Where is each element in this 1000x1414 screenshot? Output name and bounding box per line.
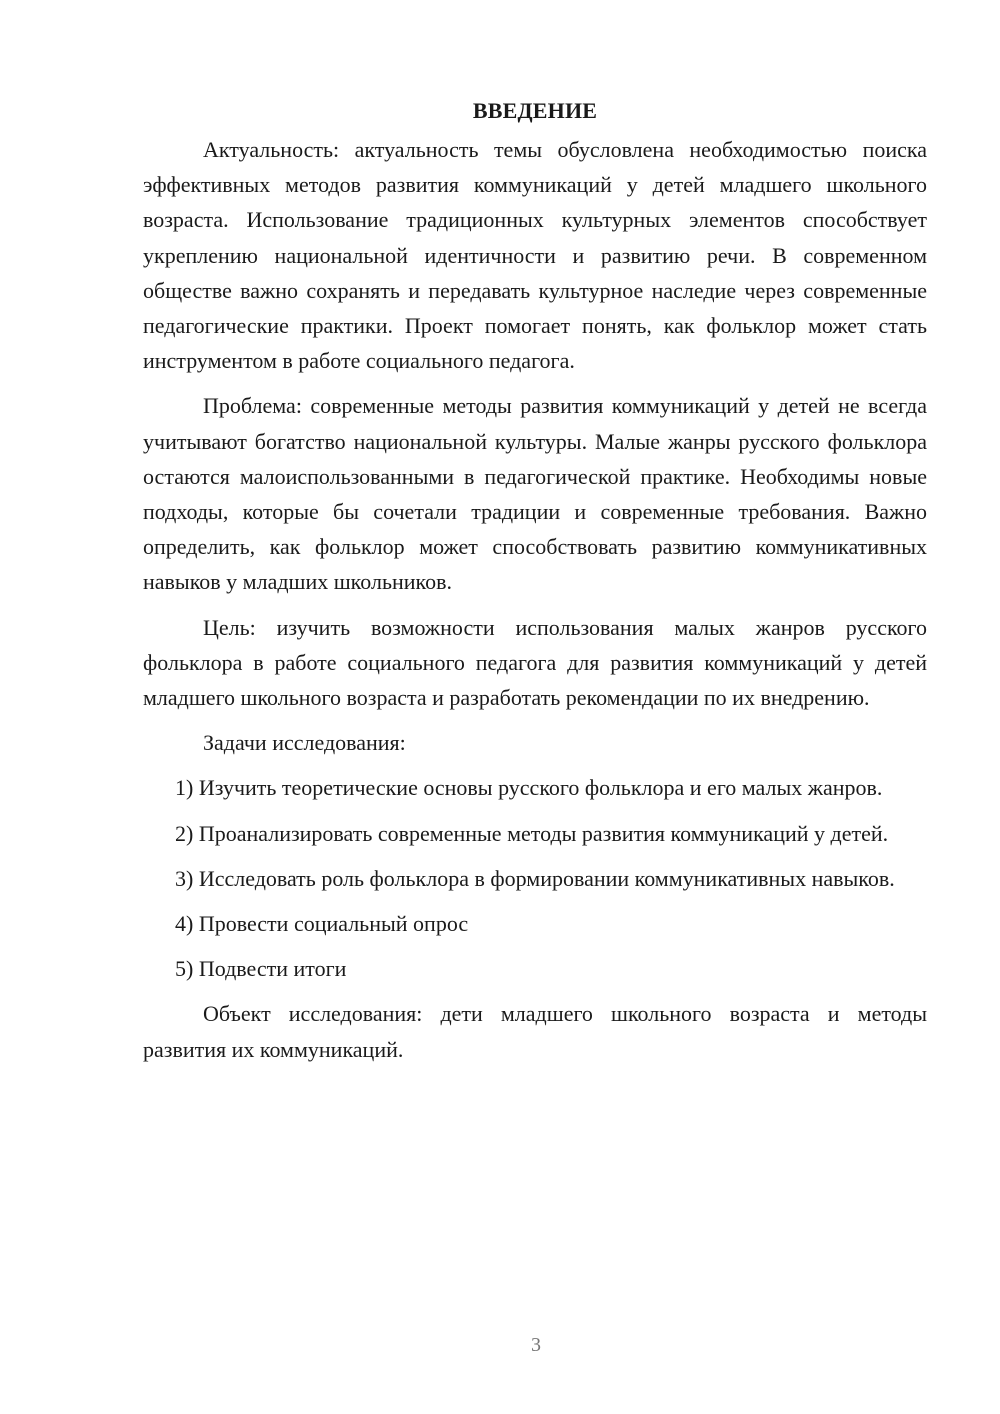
section-heading: ВВЕДЕНИЕ bbox=[472, 98, 598, 123]
document-body bbox=[143, 93, 927, 1077]
task-item-2: 2) Проанализировать современные методы развития коммуникаций у детей. bbox=[175, 820, 889, 846]
problem-paragraph: Проблема: современные методы развития коммуникаций у детей не всегда учитывают богатство национальной культуры. Малые жанры русского фольклора остаются малоиспользованными в педагогической практике. Необходимы новые подходы, которые бы сочетали традиции и современные требования. Важно определить, как фольклор может способствовать развитию коммуникативных навыков у младших школьников. bbox=[143, 393, 927, 595]
relevance-paragraph: Актуальность: актуальность темы обусловлена необходимостью поиска эффективных методов развития коммуникаций у детей младшего школьного возраста. Использование традиционных культурных элементов способствует укреплению национальной идентичности и развитию речи. В современном обществе важно сохранять и передавать культурное наследие через современные педагогические практики. Проект помогает понять, как фольклор может стать инструментом в работе социального педагога. bbox=[143, 137, 927, 374]
task-item-3: 3) Исследовать роль фольклора в формировании коммуникативных навыков. bbox=[175, 865, 895, 891]
task-item-1: 1) Изучить теоретические основы русского фольклора и его малых жанров. bbox=[175, 775, 883, 801]
object-paragraph: Объект исследования: дети младшего школьного возраста и методы развития их коммуникаций. bbox=[143, 1001, 927, 1062]
task-item-5: 5) Подвести итоги bbox=[175, 956, 347, 982]
tasks-heading: Задачи исследования: bbox=[203, 730, 406, 756]
page-number: 3 bbox=[531, 1334, 541, 1356]
task-item-4: 4) Провести социальный опрос bbox=[175, 911, 469, 937]
goal-paragraph: Цель: изучить возможности использования малых жанров русского фольклора в работе социального педагога для развития коммуникаций у детей младшего школьного возраста и разработать рекомендации по их внедрению. bbox=[143, 614, 927, 711]
